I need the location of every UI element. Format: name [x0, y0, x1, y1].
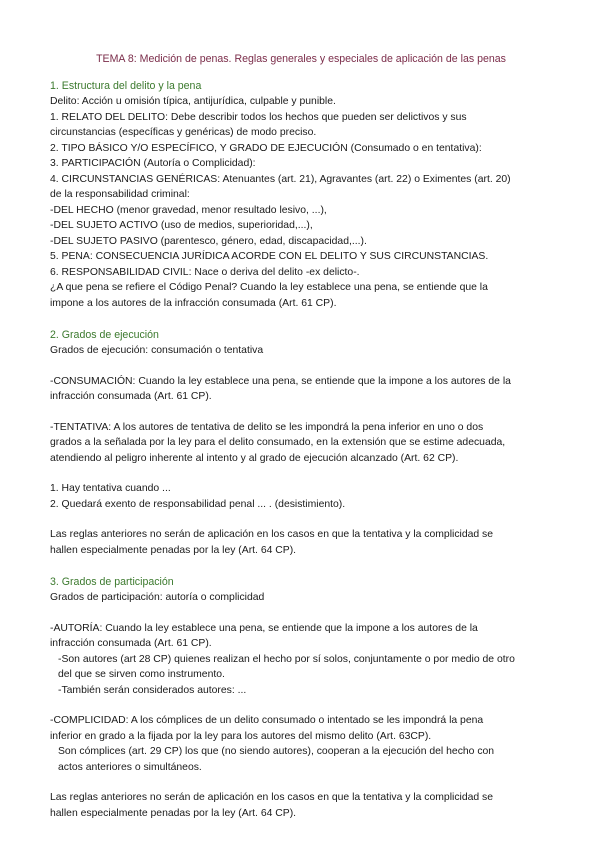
text-line: -Son autores (art 28 CP) quienes realizan el hecho por sí solos, conjuntamente o por medio de otro	[58, 653, 515, 665]
text-line: -AUTORÍA: Cuando la ley establece una pena, se entiende que la impone a los autores de la	[50, 622, 478, 634]
text-line: -También serán considerados autores: ...	[58, 684, 247, 696]
text-line: impone a los autores de la infracción consumada (Art. 61 CP).	[50, 297, 337, 309]
section-heading-structure: 1. Estructura del delito y la pena	[50, 80, 202, 92]
text-line: -DEL SUJETO PASIVO (parentesco, género, edad, discapacidad,...).	[50, 235, 367, 247]
text-line: Delito: Acción u omisión típica, antijurídica, culpable y punible.	[50, 96, 336, 107]
text-line: actos anteriores o simultáneos.	[58, 761, 202, 773]
text-line: Las reglas anteriores no serán de aplicación en los casos en que la tentativa y la complicidad se	[50, 529, 494, 540]
section-intro: Grados de participación: autoría o complicidad	[50, 592, 265, 603]
text-line: infracción consumada (Art. 61 CP).	[50, 391, 212, 402]
text-line: 4. CIRCUNSTANCIAS GENÉRICAS: Atenuantes (art. 21), Agravantes (art. 22) o Eximentes (art. 20)	[50, 173, 511, 185]
text-line: 5. PENA: CONSECUENCIA JURÍDICA ACORDE CON EL DELITO Y SUS CIRCUNSTANCIAS.	[50, 251, 489, 262]
section-heading-execution: 2. Grados de ejecución	[50, 329, 159, 341]
section-participation-degrees	[50, 574, 552, 821]
text-line: atendiendo al peligro inherente al intento y al grado de ejecución alcanzado (Art. 62 CP).	[50, 452, 459, 464]
text-line: -TENTATIVA: A los autores de tentativa de delito se les impondrá la pena inferior en uno o dos	[50, 421, 484, 433]
text-line: 2. TIPO BÁSICO Y/O ESPECÍFICO, Y GRADO DE EJECUCIÓN (Consumado o en tentativa):	[50, 142, 482, 154]
text-line: -DEL HECHO (menor gravedad, menor resultado lesivo, ...),	[50, 204, 327, 216]
section-heading-participation: 3. Grados de participación	[50, 576, 174, 588]
text-line: infracción consumada (Art. 61 CP).	[50, 638, 212, 649]
text-line: de la responsabilidad criminal:	[50, 189, 190, 200]
text-line: del que se sirven como instrumento.	[58, 669, 225, 680]
section-structure	[50, 78, 552, 311]
text-line: 6. RESPONSABILIDAD CIVIL: Nace o deriva del delito -ex delicto-.	[50, 266, 360, 278]
section-execution-degrees	[50, 327, 552, 558]
text-line: 3. PARTICIPACIÓN (Autoría o Complicidad):	[50, 158, 256, 169]
text-line: -COMPLICIDAD: A los cómplices de un delito consumado o intentado se les impondrá la pena	[50, 715, 484, 726]
document-title: TEMA 8: Medición de penas. Reglas generales y especiales de aplicación de las penas	[96, 53, 506, 65]
text-line: grados a la señalada por la ley para el delito consumado, en la extensión que se estime adecuada,	[50, 437, 506, 448]
text-line: hallen especialmente penadas por la ley (Art. 64 CP).	[50, 544, 297, 556]
text-line: ¿A que pena se refiere el Código Penal? Cuando la ley establece una pena, se entiende que la	[50, 282, 488, 293]
list-item: 2. Quedará exento de responsabilidad penal ... . (desistimiento).	[50, 498, 346, 510]
text-line: -DEL SUJETO ACTIVO (uso de medios, superioridad,...),	[50, 220, 313, 231]
text-line: Las reglas anteriores no serán de aplicación en los casos en que la tentativa y la complicidad se	[50, 792, 494, 803]
text-line: hallen especialmente penadas por la ley (Art. 64 CP).	[50, 807, 297, 819]
section-intro: Grados de ejecución: consumación o tentativa	[50, 345, 264, 356]
list-item: 1. Hay tentativa cuando ...	[50, 483, 171, 494]
text-line: -CONSUMACIÓN: Cuando la ley establece una pena, se entiende que la impone a los autores de la	[50, 375, 511, 387]
text-line: 1. RELATO DEL DELITO: Debe describir todos los hechos que pueden ser delictivos y sus	[50, 111, 467, 123]
text-line: circunstancias (específicas y genéricas) de modo preciso.	[50, 127, 317, 138]
text-line: Son cómplices (art. 29 CP) los que (no siendo autores), cooperan a la ejecución del hecho con	[58, 746, 495, 757]
text-line: inferior en grado a la fijada por la ley para los autores del mismo delito (Art. 63CP).	[50, 730, 432, 742]
